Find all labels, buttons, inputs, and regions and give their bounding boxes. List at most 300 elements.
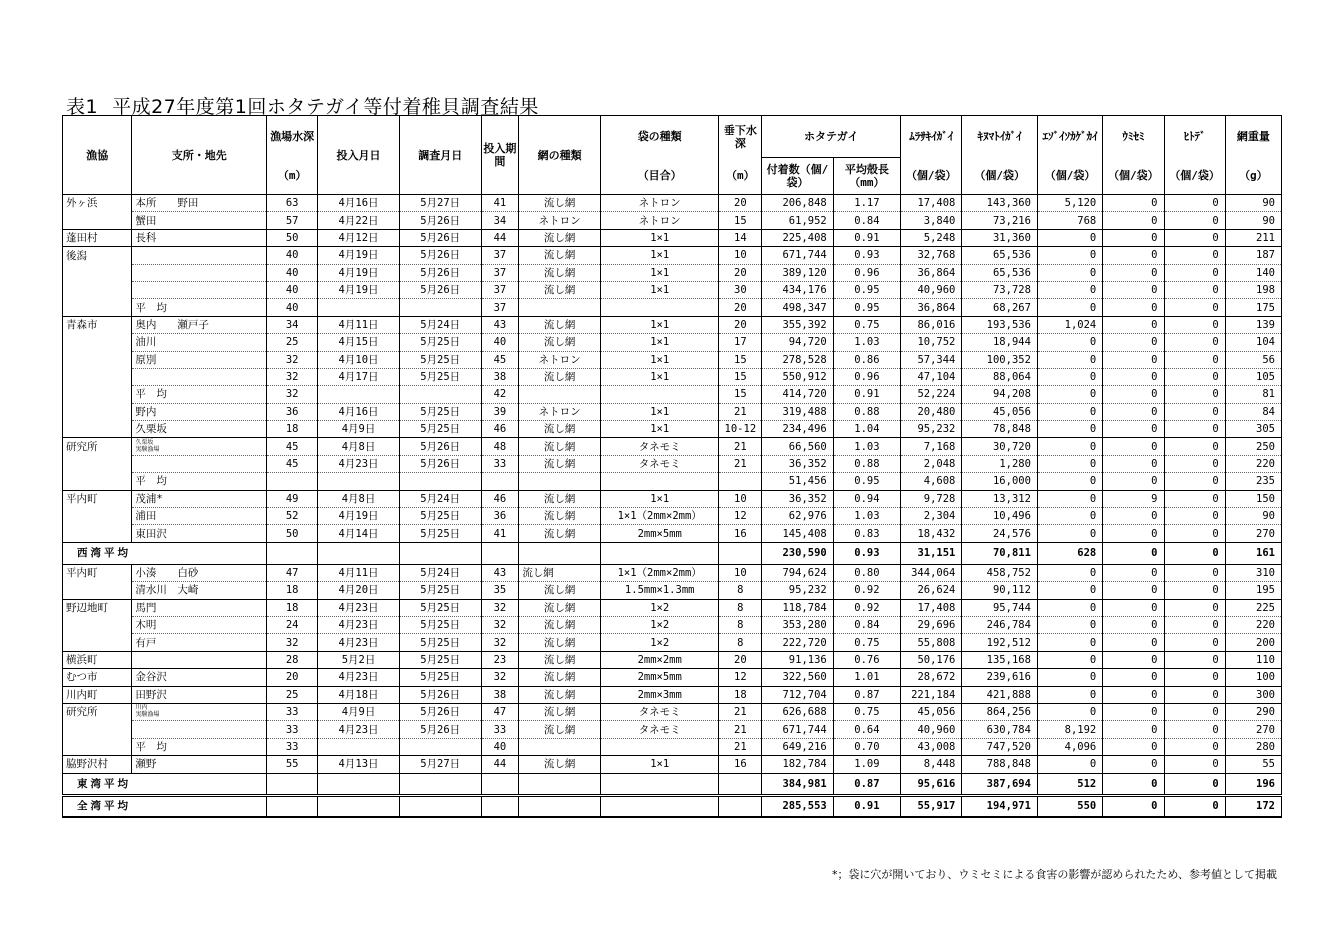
fuchaku-cell: 234,496	[762, 421, 833, 438]
kinmatoi-cell: 30,720	[962, 438, 1038, 455]
kikan-cell: 34	[481, 212, 519, 229]
table-row	[63, 582, 1282, 599]
tonyu-date-cell: 4月23日	[318, 634, 400, 651]
tonyu-date-cell	[318, 299, 400, 316]
table-row	[63, 508, 1282, 525]
heikin-cell: 1.03	[833, 508, 900, 525]
depth-cell: 52	[267, 508, 318, 525]
tonyu-date-cell: 4月23日	[318, 721, 400, 738]
header-ezoiso: ｴｿﾞｲｿｶｹﾞｶｲ	[1037, 116, 1102, 158]
gyokyo-cell	[63, 508, 132, 525]
shisho-cell: 原別	[132, 351, 267, 368]
weight-cell: 150	[1225, 490, 1281, 507]
chosa-date-cell: 5月27日	[399, 756, 481, 773]
tonyu-date-cell: 4月22日	[318, 212, 400, 229]
bag-type-cell: 1×1	[600, 281, 718, 298]
net-type-cell: 流し網	[519, 634, 601, 651]
header-weight: 網重量	[1225, 116, 1281, 158]
murasaki-cell: 55,808	[901, 634, 962, 651]
gyokyo-cell	[63, 351, 132, 368]
hitode-cell: 0	[1164, 368, 1225, 385]
kinmatoi-cell: 73,728	[962, 281, 1038, 298]
tonyu-date-cell: 4月9日	[318, 703, 400, 720]
net-type-cell: 流し網	[519, 229, 601, 246]
table-row	[63, 195, 1282, 212]
heikin-cell: 0.88	[833, 403, 900, 420]
table-row	[63, 299, 1282, 316]
chosa-date-cell: 5月27日	[399, 195, 481, 212]
fuchaku-cell: 671,744	[762, 247, 833, 264]
gyokyo-cell	[63, 455, 132, 472]
header-hitode: ﾋﾄﾃﾞ	[1164, 116, 1225, 158]
header-kikan: 投入期間	[481, 116, 519, 195]
fuchaku-cell: 225,408	[762, 229, 833, 246]
chosa-date-cell: 5月25日	[399, 651, 481, 668]
net-type-cell: 流し網	[519, 756, 601, 773]
murasaki-cell: 17,408	[901, 195, 962, 212]
depth-cell: 25	[267, 686, 318, 703]
heikin-cell: 1.09	[833, 756, 900, 773]
chosa-date-cell: 5月26日	[399, 281, 481, 298]
gyokyo-cell	[63, 473, 132, 490]
umisemi-cell: 0	[1103, 281, 1164, 298]
heikin-cell: 0.75	[833, 703, 900, 720]
fuchaku-cell: 319,488	[762, 403, 833, 420]
ezoiso-cell: 5,120	[1037, 195, 1102, 212]
kikan-cell: 32	[481, 616, 519, 633]
hitode-cell: 0	[1164, 634, 1225, 651]
kikan-cell: 48	[481, 438, 519, 455]
umisemi-cell: 0	[1103, 334, 1164, 351]
heikin-cell: 0.96	[833, 368, 900, 385]
tonyu-date-cell	[318, 386, 400, 403]
kikan-cell: 45	[481, 351, 519, 368]
bag-type-cell	[600, 738, 718, 755]
header-ezoiso-unit: （個/袋）	[1037, 158, 1102, 195]
empty-cell	[719, 795, 762, 817]
table-row	[63, 721, 1282, 738]
tonyu-date-cell: 4月12日	[318, 229, 400, 246]
suishin-cell: 10-12	[719, 421, 762, 438]
kinmatoi-cell: 421,888	[962, 686, 1038, 703]
header-bag-type: 袋の種類	[600, 116, 718, 158]
shisho-cell: 田野沢	[132, 686, 267, 703]
umisemi-cell: 0	[1103, 599, 1164, 616]
chosa-date-cell: 5月25日	[399, 421, 481, 438]
depth-cell: 49	[267, 490, 318, 507]
suishin-cell: 20	[719, 264, 762, 281]
gyokyo-cell: 蓬田村	[63, 229, 132, 246]
kikan-cell: 33	[481, 455, 519, 472]
tonyu-date-cell: 4月9日	[318, 421, 400, 438]
chosa-date-cell: 5月26日	[399, 229, 481, 246]
shisho-cell: 小湊 白砂	[132, 564, 267, 581]
kikan-cell: 37	[481, 299, 519, 316]
suishin-cell: 21	[719, 438, 762, 455]
chosa-date-cell: 5月25日	[399, 351, 481, 368]
gyokyo-cell: 横浜町	[63, 651, 132, 668]
tonyu-date-cell: 4月15日	[318, 334, 400, 351]
table-row	[63, 229, 1282, 246]
header-suishin: 垂下水深	[719, 116, 762, 158]
hitode-cell: 0	[1164, 334, 1225, 351]
tonyu-date-cell: 4月23日	[318, 455, 400, 472]
hitode-cell: 0	[1164, 721, 1225, 738]
net-type-cell	[519, 299, 601, 316]
fuchaku-cell: 61,952	[762, 212, 833, 229]
net-type-cell: 流し網	[519, 599, 601, 616]
header-gyokyo: 漁協	[63, 116, 132, 195]
shisho-cell	[132, 368, 267, 385]
umisemi-cell: 0	[1103, 247, 1164, 264]
hitode-cell: 0	[1164, 756, 1225, 773]
bag-type-cell: タネモミ	[600, 438, 718, 455]
site-sublabel: 久栗坂	[135, 438, 154, 446]
hitode-cell: 0	[1164, 212, 1225, 229]
depth-cell: 25	[267, 334, 318, 351]
table-row	[63, 634, 1282, 651]
kikan-cell: 38	[481, 686, 519, 703]
depth-cell: 57	[267, 212, 318, 229]
heikin-cell: 0.95	[833, 299, 900, 316]
fuchaku-cell: 322,560	[762, 669, 833, 686]
suishin-cell: 21	[719, 455, 762, 472]
kinmatoi-cell: 68,267	[962, 299, 1038, 316]
gyokyo-cell	[63, 403, 132, 420]
suishin-cell: 15	[719, 386, 762, 403]
hitode-cell: 0	[1164, 508, 1225, 525]
fuchaku-cell: 671,744	[762, 721, 833, 738]
weight-cell: 139	[1225, 316, 1281, 333]
empty-cell	[719, 542, 762, 564]
chosa-date-cell: 5月26日	[399, 686, 481, 703]
ezoiso-cell: 0	[1037, 386, 1102, 403]
gyokyo-cell: 脇野沢村	[63, 756, 132, 773]
header-weight-unit: （g）	[1225, 158, 1281, 195]
fuchaku-cell: 36,352	[762, 455, 833, 472]
depth-cell: 32	[267, 386, 318, 403]
kikan-cell: 43	[481, 316, 519, 333]
umisemi-cell: 0	[1103, 264, 1164, 281]
empty-cell	[600, 542, 718, 564]
ezoiso-cell: 512	[1037, 773, 1102, 795]
kinmatoi-cell: 192,512	[962, 634, 1038, 651]
header-kinmatoi: ｷﾇﾏﾄｲｶﾞｲ	[962, 116, 1038, 158]
bag-type-cell: 1×2	[600, 599, 718, 616]
murasaki-cell: 344,064	[901, 564, 962, 581]
kikan-cell: 47	[481, 703, 519, 720]
net-type-cell: 流し網	[519, 281, 601, 298]
bag-type-cell: タネモミ	[600, 703, 718, 720]
umisemi-cell: 0	[1103, 651, 1164, 668]
tonyu-date-cell: 4月19日	[318, 247, 400, 264]
fuchaku-cell: 230,590	[762, 542, 833, 564]
gyokyo-cell: 後潟	[63, 247, 132, 264]
kinmatoi-cell: 1,280	[962, 455, 1038, 472]
chosa-date-cell: 5月24日	[399, 490, 481, 507]
tonyu-date-cell: 4月19日	[318, 264, 400, 281]
bag-type-cell: 1×1	[600, 490, 718, 507]
depth-cell: 40	[267, 281, 318, 298]
table-row	[63, 212, 1282, 229]
header-depth: 漁場水深	[267, 116, 318, 158]
header-umisemi: ｳﾐｾﾐ	[1103, 116, 1164, 158]
hitode-cell: 0	[1164, 795, 1225, 817]
heikin-cell: 0.70	[833, 738, 900, 755]
murasaki-cell: 32,768	[901, 247, 962, 264]
heikin-cell: 0.92	[833, 599, 900, 616]
empty-cell	[267, 773, 318, 795]
murasaki-cell: 5,248	[901, 229, 962, 246]
tonyu-date-cell: 4月19日	[318, 508, 400, 525]
fuchaku-cell: 278,528	[762, 351, 833, 368]
hitode-cell: 0	[1164, 773, 1225, 795]
kinmatoi-cell: 239,616	[962, 669, 1038, 686]
suishin-cell: 21	[719, 403, 762, 420]
depth-cell: 18	[267, 599, 318, 616]
gyokyo-cell	[63, 386, 132, 403]
empty-cell	[519, 542, 601, 564]
shisho-cell	[132, 721, 267, 738]
bag-type-cell: ネトロン	[600, 195, 718, 212]
depth-cell: 34	[267, 316, 318, 333]
chosa-date-cell: 5月26日	[399, 703, 481, 720]
umisemi-cell: 0	[1103, 421, 1164, 438]
gyokyo-cell	[63, 299, 132, 316]
net-type-cell: 流し網	[519, 421, 601, 438]
table-row	[63, 264, 1282, 281]
suishin-cell: 8	[719, 634, 762, 651]
murasaki-cell: 4,608	[901, 473, 962, 490]
murasaki-cell: 52,224	[901, 386, 962, 403]
bag-type-cell: 1×1	[600, 316, 718, 333]
fuchaku-cell: 384,981	[762, 773, 833, 795]
shisho-cell: 東田沢	[132, 525, 267, 542]
tonyu-date-cell: 4月8日	[318, 490, 400, 507]
table-row	[63, 669, 1282, 686]
depth-cell	[267, 473, 318, 490]
bag-type-cell: 1×1	[600, 334, 718, 351]
chosa-date-cell: 5月25日	[399, 669, 481, 686]
tonyu-date-cell: 4月11日	[318, 316, 400, 333]
shisho-cell	[132, 438, 267, 455]
net-type-cell: 流し網	[519, 438, 601, 455]
kikan-cell: 44	[481, 229, 519, 246]
umisemi-cell: 0	[1103, 403, 1164, 420]
site-sublabel: 実験漁場	[135, 711, 160, 719]
heikin-cell: 0.91	[833, 229, 900, 246]
table-header	[63, 116, 1282, 195]
hitode-cell: 0	[1164, 386, 1225, 403]
depth-cell: 50	[267, 525, 318, 542]
hitode-cell: 0	[1164, 438, 1225, 455]
kinmatoi-cell: 70,811	[962, 542, 1038, 564]
kikan-cell: 41	[481, 525, 519, 542]
tonyu-date-cell: 4月23日	[318, 616, 400, 633]
kinmatoi-cell: 31,360	[962, 229, 1038, 246]
shisho-cell: 蟹田	[132, 212, 267, 229]
table-row	[63, 651, 1282, 668]
kikan-cell: 32	[481, 669, 519, 686]
empty-cell	[267, 542, 318, 564]
depth-cell: 40	[267, 264, 318, 281]
heikin-cell: 0.91	[833, 795, 900, 817]
ezoiso-cell: 0	[1037, 703, 1102, 720]
fuchaku-cell: 145,408	[762, 525, 833, 542]
chosa-date-cell: 5月26日	[399, 247, 481, 264]
suishin-cell	[719, 473, 762, 490]
table-row	[63, 334, 1282, 351]
kikan-cell: 39	[481, 403, 519, 420]
chosa-date-cell	[399, 386, 481, 403]
depth-cell: 63	[267, 195, 318, 212]
hitode-cell: 0	[1164, 599, 1225, 616]
fuchaku-cell: 206,848	[762, 195, 833, 212]
murasaki-cell: 36,864	[901, 299, 962, 316]
hitode-cell: 0	[1164, 669, 1225, 686]
shisho-cell: 平 均	[132, 386, 267, 403]
chosa-date-cell: 5月26日	[399, 212, 481, 229]
hitode-cell: 0	[1164, 490, 1225, 507]
net-type-cell: 流し網	[519, 721, 601, 738]
ezoiso-cell: 0	[1037, 455, 1102, 472]
header-chosa-date: 調査月日	[399, 116, 481, 195]
umisemi-cell: 0	[1103, 386, 1164, 403]
umisemi-cell: 0	[1103, 316, 1164, 333]
kikan-cell: 33	[481, 721, 519, 738]
bag-type-cell	[600, 386, 718, 403]
murasaki-cell: 2,304	[901, 508, 962, 525]
gyokyo-cell	[63, 368, 132, 385]
weight-cell: 100	[1225, 669, 1281, 686]
tonyu-date-cell	[318, 473, 400, 490]
suishin-cell: 8	[719, 616, 762, 633]
bag-type-cell: 1×1（2mm×2mm）	[600, 564, 718, 581]
bag-type-cell: 1×1	[600, 247, 718, 264]
shisho-cell: 木明	[132, 616, 267, 633]
header-hitode-unit: （個/袋）	[1164, 158, 1225, 195]
hitode-cell: 0	[1164, 525, 1225, 542]
kinmatoi-cell: 16,000	[962, 473, 1038, 490]
weight-cell: 220	[1225, 616, 1281, 633]
net-type-cell: 流し網	[519, 508, 601, 525]
empty-cell	[267, 795, 318, 817]
tonyu-date-cell: 4月16日	[318, 195, 400, 212]
kinmatoi-cell: 24,576	[962, 525, 1038, 542]
bag-type-cell: 2mm×3mm	[600, 686, 718, 703]
ezoiso-cell: 0	[1037, 368, 1102, 385]
header-murasaki: ﾑﾗｻｷｲｶﾞｲ	[901, 116, 962, 158]
gyokyo-cell	[63, 721, 132, 738]
chosa-date-cell: 5月26日	[399, 721, 481, 738]
suishin-cell: 18	[719, 686, 762, 703]
table-row	[63, 421, 1282, 438]
weight-cell: 198	[1225, 281, 1281, 298]
murasaki-cell: 40,960	[901, 721, 962, 738]
depth-cell: 24	[267, 616, 318, 633]
kikan-cell: 37	[481, 281, 519, 298]
hitode-cell: 0	[1164, 616, 1225, 633]
average-row	[63, 795, 1282, 817]
weight-cell: 300	[1225, 686, 1281, 703]
ezoiso-cell: 550	[1037, 795, 1102, 817]
murasaki-cell: 31,151	[901, 542, 962, 564]
murasaki-cell: 29,696	[901, 616, 962, 633]
tonyu-date-cell: 4月23日	[318, 599, 400, 616]
bag-type-cell: 1×1	[600, 421, 718, 438]
kinmatoi-cell: 864,256	[962, 703, 1038, 720]
net-type-cell: 流し網	[519, 525, 601, 542]
umisemi-cell: 0	[1103, 773, 1164, 795]
table-row	[63, 525, 1282, 542]
kikan-cell	[481, 473, 519, 490]
gyokyo-cell: 研究所	[63, 703, 132, 720]
hitode-cell: 0	[1164, 351, 1225, 368]
ezoiso-cell: 0	[1037, 403, 1102, 420]
weight-cell: 200	[1225, 634, 1281, 651]
heikin-cell: 0.93	[833, 247, 900, 264]
hitode-cell: 0	[1164, 264, 1225, 281]
murasaki-cell: 95,232	[901, 421, 962, 438]
murasaki-cell: 9,728	[901, 490, 962, 507]
weight-cell: 104	[1225, 334, 1281, 351]
murasaki-cell: 18,432	[901, 525, 962, 542]
hitode-cell: 0	[1164, 229, 1225, 246]
fuchaku-cell: 389,120	[762, 264, 833, 281]
fuchaku-cell: 91,136	[762, 651, 833, 668]
depth-cell: 40	[267, 247, 318, 264]
tonyu-date-cell: 4月13日	[318, 756, 400, 773]
table-row	[63, 438, 1282, 455]
kikan-cell: 42	[481, 386, 519, 403]
kikan-cell: 40	[481, 334, 519, 351]
shisho-cell: 野内	[132, 403, 267, 420]
average-row	[63, 542, 1282, 564]
kinmatoi-cell: 788,848	[962, 756, 1038, 773]
header-net-type: 網の種類	[519, 116, 601, 195]
umisemi-cell: 0	[1103, 299, 1164, 316]
suishin-cell: 30	[719, 281, 762, 298]
chosa-date-cell	[399, 299, 481, 316]
suishin-cell: 21	[719, 738, 762, 755]
hitode-cell: 0	[1164, 651, 1225, 668]
heikin-cell: 0.87	[833, 686, 900, 703]
gyokyo-cell	[63, 281, 132, 298]
hitode-cell: 0	[1164, 403, 1225, 420]
table-row	[63, 490, 1282, 507]
kinmatoi-cell: 194,971	[962, 795, 1038, 817]
gyokyo-cell: むつ市	[63, 669, 132, 686]
fuchaku-cell: 353,280	[762, 616, 833, 633]
empty-cell	[600, 795, 718, 817]
kinmatoi-cell: 246,784	[962, 616, 1038, 633]
kinmatoi-cell: 747,520	[962, 738, 1038, 755]
murasaki-cell: 28,672	[901, 669, 962, 686]
kikan-cell: 35	[481, 582, 519, 599]
weight-cell: 195	[1225, 582, 1281, 599]
umisemi-cell: 0	[1103, 525, 1164, 542]
weight-cell: 110	[1225, 651, 1281, 668]
table-row	[63, 386, 1282, 403]
fuchaku-cell: 414,720	[762, 386, 833, 403]
gyokyo-cell: 平内町	[63, 490, 132, 507]
bag-type-cell: タネモミ	[600, 455, 718, 472]
fuchaku-cell: 94,720	[762, 334, 833, 351]
hitode-cell: 0	[1164, 421, 1225, 438]
suishin-cell: 15	[719, 368, 762, 385]
umisemi-cell: 0	[1103, 455, 1164, 472]
ezoiso-cell: 0	[1037, 582, 1102, 599]
